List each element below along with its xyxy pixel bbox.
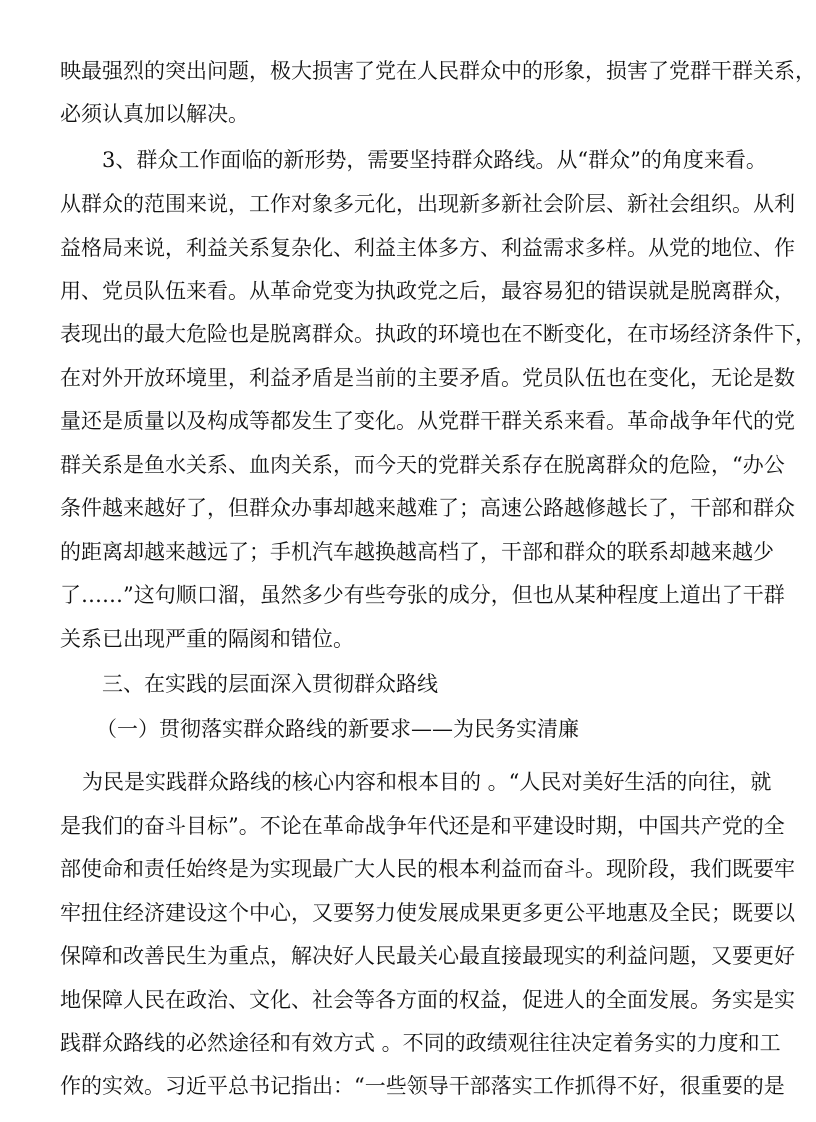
text-line: 是我们的奋斗目标”。不论在革命战争年代还是和平建设时期，中国共产党的全 <box>60 814 785 838</box>
text-line: 在对外开放环境里，利益矛盾是当前的主要矛盾。党员队伍也在变化，无论是数 <box>60 366 795 390</box>
text-line: 践群众路线的必然途径和有效方式 。不同的政绩观往往决定着务实的力度和工 <box>60 1031 781 1055</box>
text-line: 地保障人民在政治、文化、社会等各方面的权益，促进人的全面发展。务实是实 <box>60 988 795 1012</box>
text-line: 为民是实践群众路线的核心内容和根本目的 。“人民对美好生活的向往，就 <box>82 770 772 794</box>
text-line: 从群众的范围来说，工作对象多元化，出现新多新社会阶层、新社会组织。从利 <box>60 192 795 216</box>
text-line: 3、群众工作面临的新形势，需要坚持群众路线。从“群众”的角度来看。 <box>102 148 767 172</box>
subsection-heading: （一）贯彻落实群众路线的新要求——为民务实清廉 <box>96 717 579 741</box>
text-line: 量还是质量以及构成等都发生了变化。从党群干群关系来看。革命战争年代的党 <box>60 409 795 433</box>
text-line: 的距离却越来越远了；手机汽车越换越高档了，干部和群众的联系却越来越少 <box>60 540 774 564</box>
text-line: 群关系是鱼水关系、血肉关系，而今天的党群关系存在脱离群众的危险，“办公 <box>60 453 785 477</box>
text-line: 作的实效。习近平总书记指出：“一些领导干部落实工作抓得不好，很重要的是 <box>60 1074 785 1098</box>
section-heading: 三、在实践的层面深入贯彻群众路线 <box>102 672 438 696</box>
text-line: 了……”这句顺口溜，虽然多少有些夸张的成分，但也从某种程度上道出了干群 <box>60 583 785 607</box>
text-line: 部使命和责任始终是为实现最广大人民的根本利益而奋斗。现阶段，我们既要牢 <box>60 857 795 881</box>
text-line: 牢扭住经济建设这个中心，又要努力使发展成果更多更公平地惠及全民；既要以 <box>60 901 795 925</box>
text-line: 必须认真加以解决。 <box>60 102 249 126</box>
text-line: 益格局来说，利益关系复杂化、利益主体多方、利益需求多样。从党的地位、作 <box>60 236 795 260</box>
text-line: 关系已出现严重的隔阂和错位。 <box>60 627 354 651</box>
text-line: 条件越来越好了，但群众办事却越来越难了；高速公路越修越长了，干部和群众 <box>60 496 795 520</box>
text-line: 用、党员队伍来看。从革命党变为执政党之后，最容易犯的错误就是脱离群众， <box>60 279 795 303</box>
text-line: 表现出的最大危险也是脱离群众。执政的环境也在不断变化，在市场经济条件下， <box>60 322 816 346</box>
text-line: 保障和改善民生为重点，解决好人民最关心最直接最现实的利益问题，又要更好 <box>60 944 795 968</box>
text-line: 映最强烈的突出问题，极大损害了党在人民群众中的形象，损害了党群干群关系， <box>60 59 816 83</box>
